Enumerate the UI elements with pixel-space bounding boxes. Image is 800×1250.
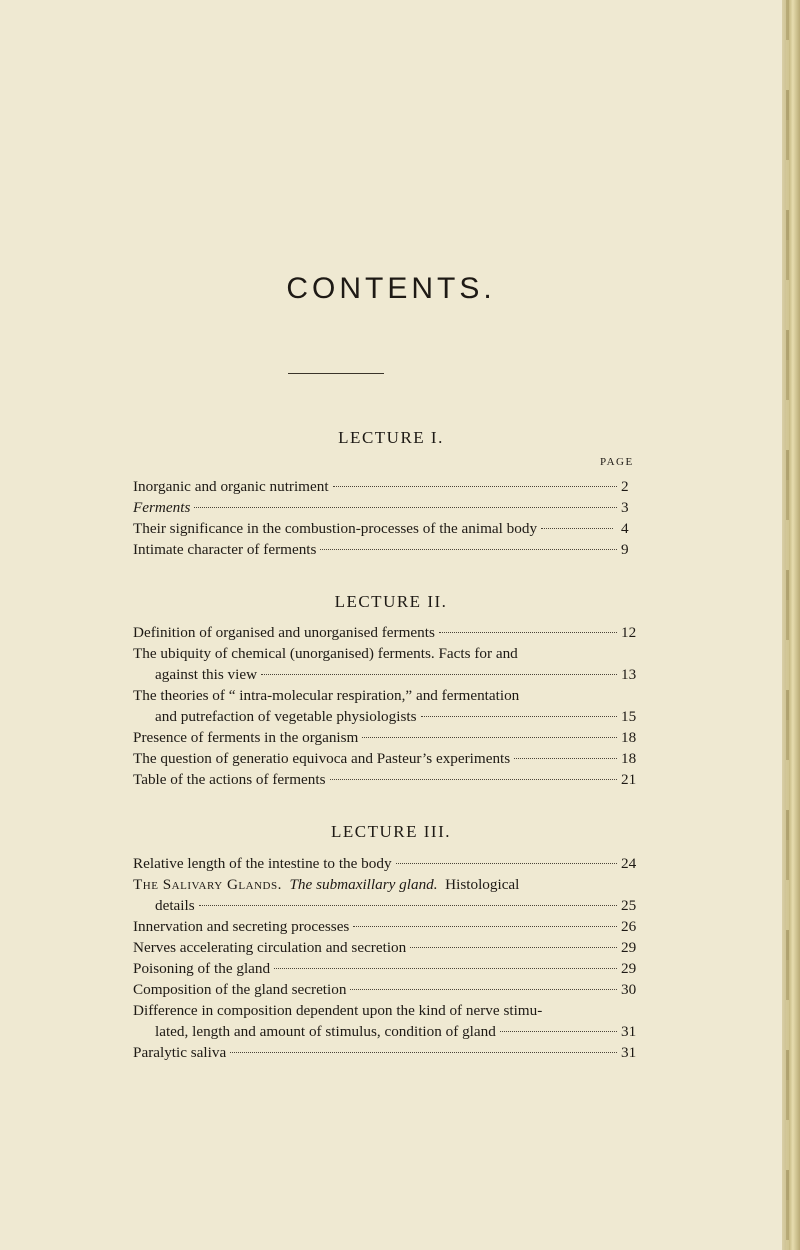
lecture-3-heading: LECTURE III.: [331, 822, 451, 841]
page-edge: [782, 0, 800, 1250]
toc-entry: The ubiquity of chemical (unorganised) ferments. Facts for and against this view 13: [133, 643, 643, 685]
toc-entry: Table of the actions of ferments 21: [133, 769, 643, 790]
toc-entry: Inorganic and organic nutriment 2: [133, 476, 643, 497]
toc-entry: Composition of the gland secretion 30: [133, 979, 643, 1000]
page-number: 25: [621, 897, 637, 914]
page-number: 29: [621, 960, 637, 977]
page-number: 13: [621, 666, 637, 683]
toc-entry: Nerves accelerating circulation and secretion 29: [133, 937, 643, 958]
page-number: 21: [621, 771, 637, 788]
lecture-3-list: [133, 853, 643, 1063]
toc-entry: The theories of “ intra-molecular respiration,” and fermentation and putrefaction of vegetable physiologists 15: [133, 685, 643, 727]
toc-entry: Their significance in the combustion-processes of the animal body 4: [133, 518, 643, 539]
page-number: 24: [621, 855, 637, 872]
page-number: 30: [621, 981, 637, 998]
page-number: 2: [621, 478, 629, 495]
toc-entry: Presence of ferments in the organism 18: [133, 727, 643, 748]
toc-entry: Difference in composition dependent upon the kind of nerve stimu- lated, length and amount of stimulus, condition of gland 31: [133, 1000, 643, 1042]
page-title: CONTENTS.: [286, 272, 496, 305]
toc-entry: Definition of organised and unorganised ferments 12: [133, 622, 643, 643]
lecture-1-list: [133, 476, 643, 560]
toc-entry: Intimate character of ferments 9: [133, 539, 643, 560]
page-column-label: PAGE: [600, 456, 634, 468]
page-number: 29: [621, 939, 637, 956]
page-number: 18: [621, 729, 637, 746]
title-rule: [288, 373, 384, 374]
page-number: 26: [621, 918, 637, 935]
toc-entry: Poisoning of the gland 29: [133, 958, 643, 979]
page-number: 31: [621, 1044, 637, 1061]
lecture-1-heading: LECTURE I.: [338, 428, 444, 447]
toc-entry: Paralytic saliva 31: [133, 1042, 643, 1063]
toc-entry: The question of generatio equivoca and Pasteur’s experiments 18: [133, 748, 643, 769]
page-number: 12: [621, 624, 637, 641]
page-number: 31: [621, 1023, 637, 1040]
toc-entry: Ferments 3: [133, 497, 643, 518]
lecture-2-heading: LECTURE II.: [334, 592, 448, 611]
toc-entry: The Salivary Glands. The submaxillary gland. Histological details 25: [133, 874, 643, 916]
lecture-2-list: [133, 622, 643, 790]
page-number: 4: [621, 520, 629, 537]
toc-entry: Relative length of the intestine to the body 24: [133, 853, 643, 874]
page-number: 9: [621, 541, 629, 558]
page-number: 18: [621, 750, 637, 767]
page-number: 3: [621, 499, 629, 516]
toc-entry: Innervation and secreting processes 26: [133, 916, 643, 937]
page-number: 15: [621, 708, 637, 725]
